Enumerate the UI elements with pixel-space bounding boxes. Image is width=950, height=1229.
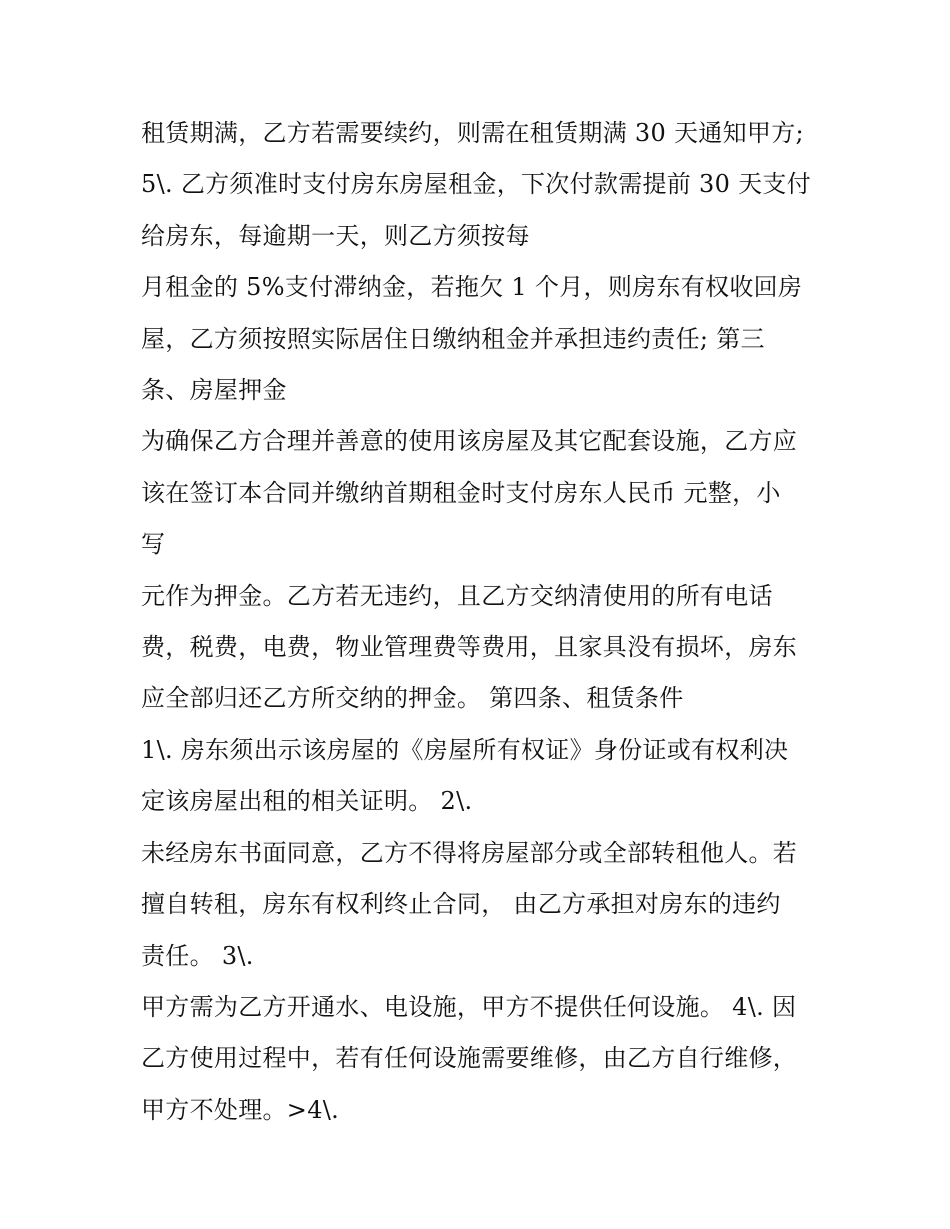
text-line: 未经房东书面同意，乙方不得将房屋部分或全部转租他人。若: [141, 838, 798, 867]
text-line: 定该房屋出租的相关证明。 2\.: [141, 787, 473, 816]
text-line: 应全部归还乙方所交纳的押金。 第四条、租赁条件: [141, 684, 684, 713]
document-body: [141, 108, 841, 1136]
text-line: 擅自转租，房东有权利终止合同， 由乙方承担对房东的违约: [141, 890, 781, 919]
text-line: 给房东，每逾期一天，则乙方须按每: [141, 221, 530, 250]
text-line: 该在签订本合同并缴纳首期租金时支付房东人民币 元整，小: [141, 478, 781, 507]
text-line: 月租金的 5%支付滞纳金，若拖欠 1 个月，则房东有权收回房: [141, 273, 803, 302]
text-line: 屋，乙方须按照实际居住日缴纳租金并承担违约责任; 第三: [141, 324, 765, 353]
text-line: 责任。 3\.: [141, 941, 254, 970]
text-line: 乙方使用过程中，若有任何设施需要维修，由乙方自行维修，: [141, 1044, 798, 1073]
text-line: 写: [141, 530, 166, 559]
text-line: 甲方不处理。>4\.: [141, 1095, 340, 1124]
text-line: 为确保乙方合理并善意的使用该房屋及其它配套设施，乙方应: [141, 427, 798, 456]
text-line: 元作为押金。乙方若无违约，且乙方交纳清使用的所有电话: [141, 581, 773, 610]
section-heading-line: 条、房屋押金: [141, 376, 287, 405]
text-line: 1\. 房东须出示该房屋的《房屋所有权证》身份证或有权利决: [141, 735, 789, 764]
text-line: 费，税费，电费，物业管理费等费用，且家具没有损坏，房东: [141, 633, 798, 662]
text-line: 租赁期满，乙方若需要续约，则需在租赁期满 30 天通知甲方;: [141, 119, 804, 147]
text-line: 5\. 乙方须准时支付房东房屋租金，下次付款需提前 30 天支付: [141, 170, 812, 199]
text-line: 甲方需为乙方开通水、电设施，甲方不提供任何设施。 4\. 因: [141, 992, 797, 1021]
